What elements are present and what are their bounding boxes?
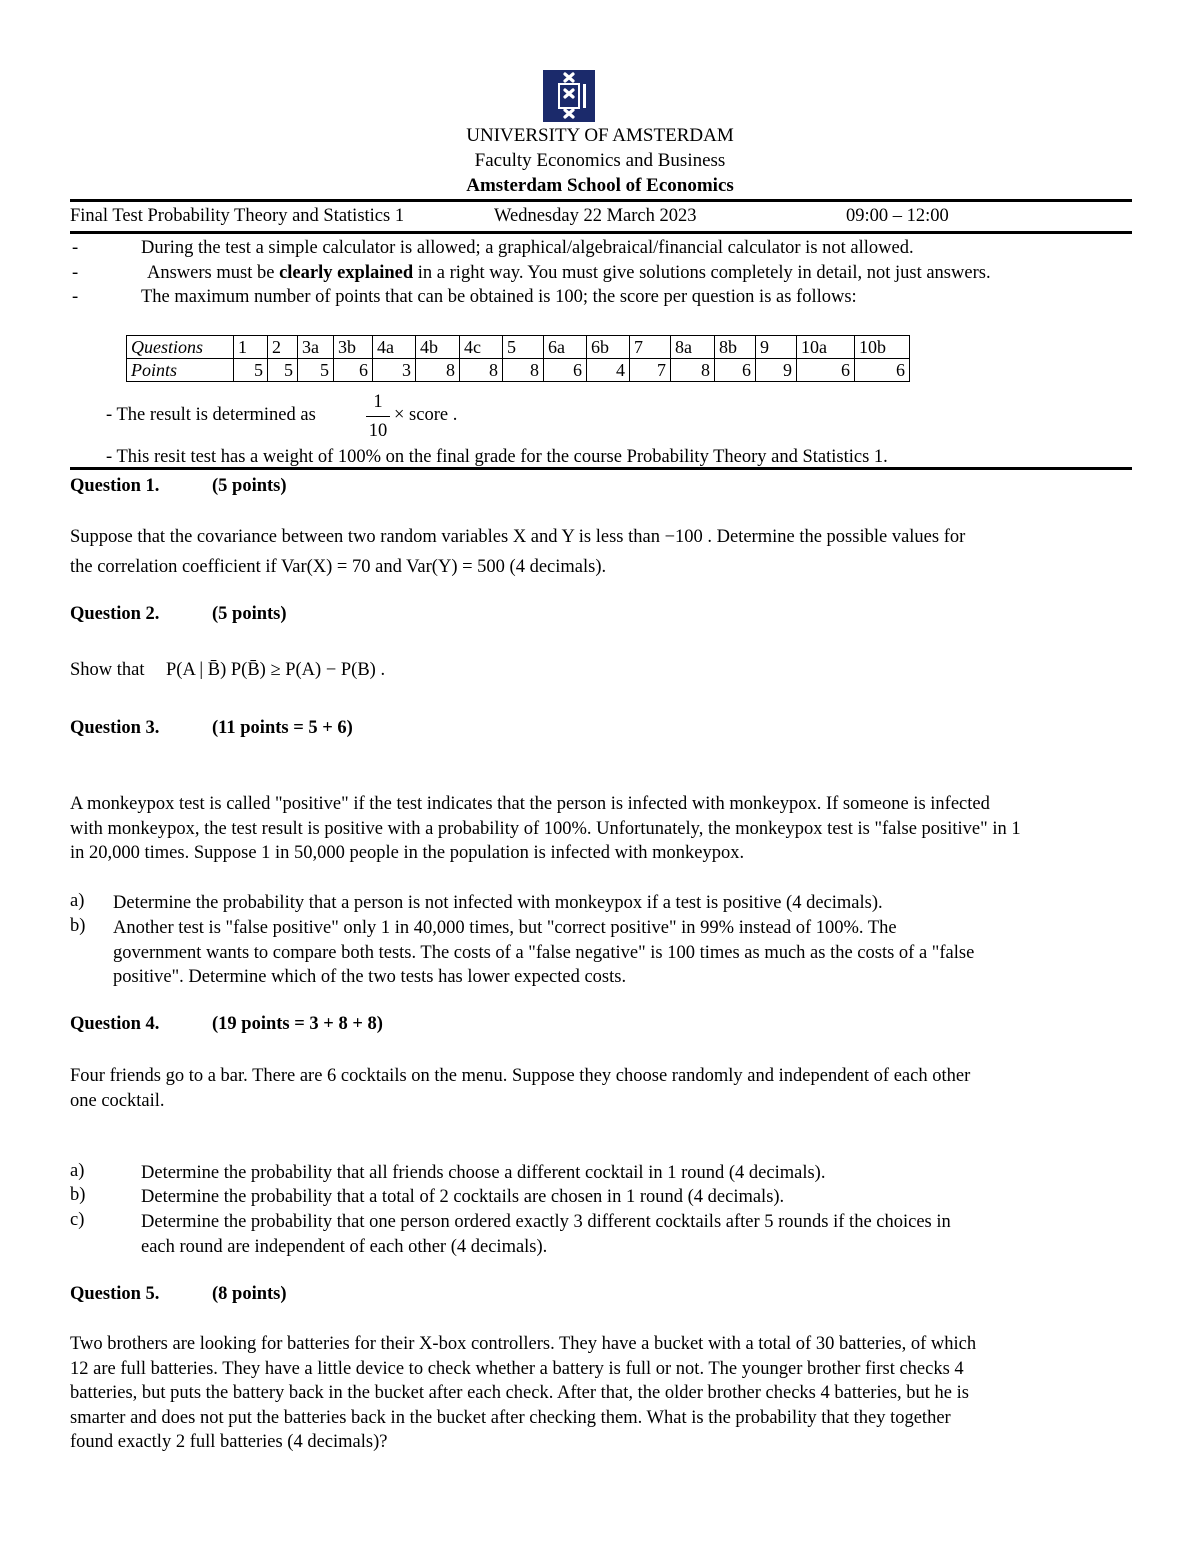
item-label: b) [70, 1185, 86, 1205]
question-number-cell: 2 [268, 336, 298, 359]
points-value-cell: 6 [855, 359, 910, 382]
points-value-cell: 9 [756, 359, 797, 382]
result-text: - The result is determined as [106, 405, 316, 425]
header-rule [70, 231, 1132, 234]
points-table [126, 335, 910, 382]
question-points: (5 points) [212, 476, 287, 496]
question-number-cell: 6b [587, 336, 630, 359]
result-score: × score . [394, 405, 458, 425]
item-label: c) [70, 1210, 85, 1230]
question-number-cell: 4c [460, 336, 503, 359]
fraction-denominator: 10 [368, 421, 388, 441]
question-formula: P(A | B̄) P(B̄) ≥ P(A) − P(B) . [166, 660, 386, 680]
question-number-cell: 1 [234, 336, 268, 359]
row-label: Points [127, 359, 234, 382]
university-name: UNIVERSITY OF AMSTERDAM [466, 125, 734, 146]
question-title: Question 1. [70, 476, 160, 496]
fraction-bar [366, 416, 390, 417]
row-label: Questions [127, 336, 234, 359]
points-value-cell: 6 [334, 359, 373, 382]
points-value-cell: 5 [268, 359, 298, 382]
school-name: Amsterdam School of Economics [466, 175, 734, 196]
fraction-numerator: 1 [373, 392, 383, 412]
item-label: a) [70, 1161, 85, 1181]
question-text: A monkeypox test is called "positive" if the test indicates that the person is infected with monkeypox. If someone is infected with monkeypox, the test result is positive with a probability of 100%. Unfortunately, the monkeypox test is "false positive" in 1 in 20,000 times. Suppose 1 in 50,000 people in the population is infected with monkeypox. [70, 794, 1021, 863]
question-number-cell: 9 [756, 336, 797, 359]
points-value-cell: 8 [671, 359, 715, 382]
question-points: (8 points) [212, 1284, 287, 1304]
test-time: 09:00 – 12:00 [846, 206, 949, 226]
faculty-name: Faculty Economics and Business [474, 150, 726, 171]
points-value-cell: 8 [503, 359, 544, 382]
question-title: Question 5. [70, 1284, 160, 1304]
points-value-cell: 6 [715, 359, 756, 382]
question-number-cell: 4b [416, 336, 460, 359]
max-points-instruction: The maximum number of points that can be obtained is 100; the score per question is as follows: [141, 287, 857, 307]
item-text: Determine the probability that a person is not infected with monkeypox if a test is positive (4 decimals). [113, 893, 883, 913]
question-text: Two brothers are looking for batteries for their X-box controllers. They have a bucket with a total of 30 batteries, of which 12 are full batteries. They have a little device to check whether a battery is full or not. The younger brother first checks 4 batteries, but puts the battery back in the bucket after each check. After that, the older brother checks 4 batteries, but he is smarter and does not put the batteries back in the bucket after checking them. What is the probability that they together found exactly 2 full batteries (4 decimals)? [70, 1334, 977, 1452]
points-value-cell: 8 [416, 359, 460, 382]
bullet: - [72, 238, 79, 258]
question-number-cell: 10a [797, 336, 855, 359]
uva-crosses-icon [543, 70, 595, 122]
item-text: Determine the probability that all friends choose a different cocktail in 1 round (4 decimals). [141, 1163, 826, 1183]
points-value-cell: 6 [797, 359, 855, 382]
bullet: - [72, 287, 79, 307]
question-number-cell: 8a [671, 336, 715, 359]
course-title: Final Test Probability Theory and Statistics 1 [70, 206, 405, 226]
answers-instruction: Answers must be clearly explained in a right way. You must give solutions completely in detail, not just answers. [147, 263, 991, 283]
points-value-cell: 6 [544, 359, 587, 382]
item-text: Determine the probability that one person ordered exactly 3 different cocktails after 5 rounds if the choices in each round are independent of each other (4 decimals). [141, 1212, 951, 1257]
test-date: Wednesday 22 March 2023 [494, 206, 697, 226]
question-points: (19 points = 3 + 8 + 8) [212, 1014, 383, 1034]
question-number-cell: 3a [298, 336, 334, 359]
question-number-cell: 3b [334, 336, 373, 359]
question-points: (11 points = 5 + 6) [212, 718, 353, 738]
item-text: Determine the probability that a total of 2 cocktails are chosen in 1 round (4 decimals). [141, 1187, 785, 1207]
question-number-cell: 7 [630, 336, 671, 359]
item-text: Another test is "false positive" only 1 in 40,000 times, but "correct positive" in 99% instead of 100%. The government wants to compare both tests. The costs of a "false negative" is 100 times as much as the costs of a "false positive". Determine which of the two tests has lower expected costs. [113, 918, 975, 987]
questions-row [127, 336, 910, 359]
question-title: Question 4. [70, 1014, 160, 1034]
item-label: a) [70, 891, 85, 911]
points-row [127, 359, 910, 382]
instructions-rule [70, 467, 1132, 470]
points-value-cell: 5 [298, 359, 334, 382]
bullet: - [72, 263, 79, 283]
points-value-cell: 5 [234, 359, 268, 382]
calculator-instruction: During the test a simple calculator is allowed; a graphical/algebraical/financial calculator is not allowed. [141, 238, 914, 258]
points-value-cell: 8 [460, 359, 503, 382]
points-value-cell: 3 [373, 359, 416, 382]
university-logo [543, 70, 595, 122]
question-points: (5 points) [212, 604, 287, 624]
question-number-cell: 10b [855, 336, 910, 359]
question-title: Question 3. [70, 718, 160, 738]
question-title: Question 2. [70, 604, 160, 624]
question-number-cell: 8b [715, 336, 756, 359]
item-label: b) [70, 916, 86, 936]
question-number-cell: 5 [503, 336, 544, 359]
points-value-cell: 7 [630, 359, 671, 382]
points-value-cell: 4 [587, 359, 630, 382]
question-text: Four friends go to a bar. There are 6 cocktails on the menu. Suppose they choose randomly and independent of each other one cocktail. [70, 1066, 971, 1111]
question-number-cell: 6a [544, 336, 587, 359]
question-text: Show that [70, 660, 145, 680]
top-rule [70, 199, 1132, 202]
question-text: Suppose that the covariance between two random variables X and Y is less than −100 . Determine the possible values for the correlation coefficient if Var(X) = 70 and Var(Y) = 500 (4 decimals). [70, 527, 966, 577]
resit-weight-text: - This resit test has a weight of 100% on the final grade for the course Probability Theory and Statistics 1. [106, 447, 888, 467]
question-number-cell: 4a [373, 336, 416, 359]
